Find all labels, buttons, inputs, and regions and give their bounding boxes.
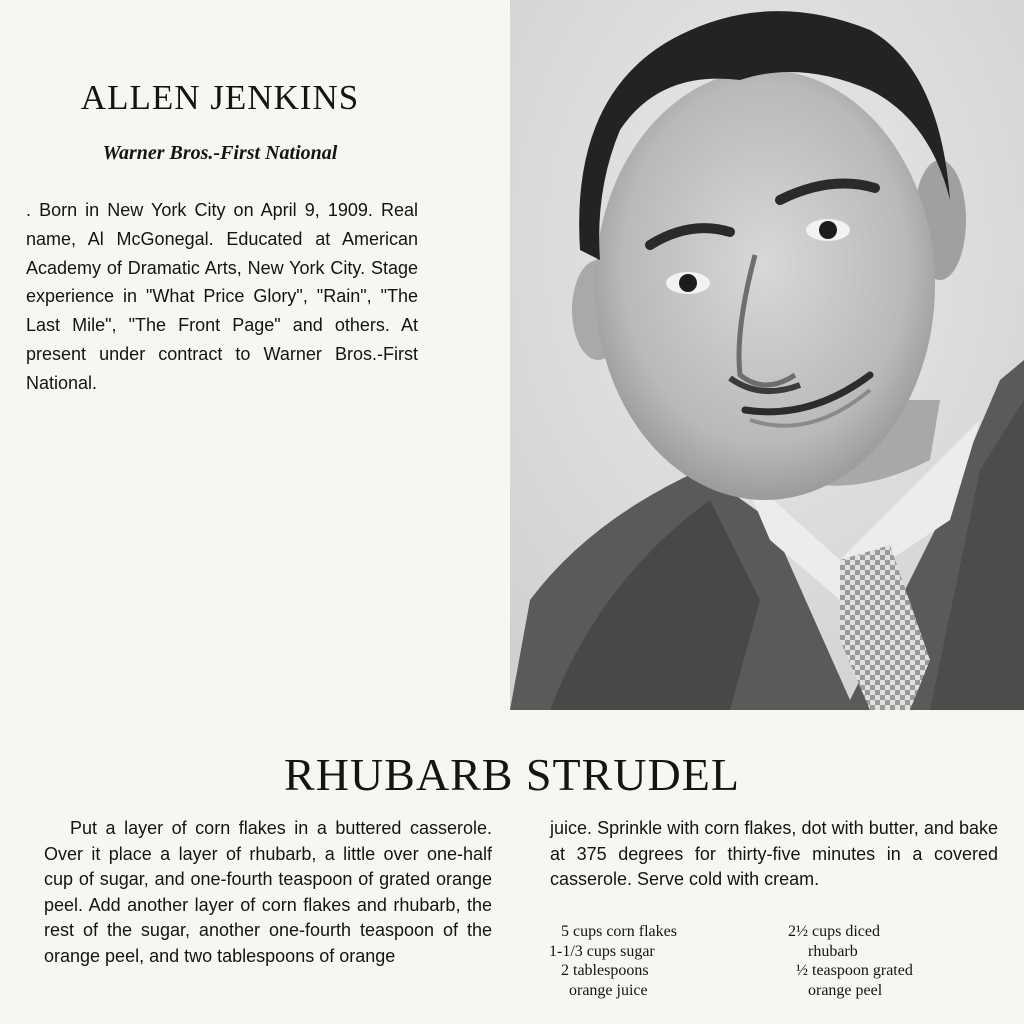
ingredients-list-right: 2½ cups diced rhubarb ½ teaspoon grated orange peel [788,923,913,999]
studio-name: Warner Bros.-First National [102,142,338,164]
recipe-instructions-column-2: juice. Sprinkle with corn flakes, dot with butter, and bake at 375 degrees for thirty-five minutes in a covered casserole. Serve cold with cream. [550,818,998,889]
person-name: ALLEN JENKINS [80,78,360,117]
biography-text: . Born in New York City on April 9, 1909. Real name, Al McGonegal. Educated at American Academy of Dramatic Arts, New York City. Stage experience in "What Price Glory", "Rain", "The Last Mile", "The Front Page" and others. At present under contract to Warner Bros.-First National. [26,200,418,393]
recipe-instructions-column-1 [44,816,492,969]
ingredients-list-left: 5 cups corn flakes 1-1/3 cups sugar 2 tablespoons orange juice [549,923,677,999]
recipe-instructions-text-1: Put a layer of corn flakes in a buttered casserole. Over it place a layer of rhubarb, a little over one-half cup of sugar, and one-fourth teaspoon of grated orange peel. Add another layer of corn flakes and rhubarb, the rest of the sugar, another one-fourth teaspoon of the orange peel, and two tablespoons of orange [44,818,492,966]
recipe-title: RHUBARB STRUDEL [284,749,740,800]
portrait-photo [510,0,1024,710]
